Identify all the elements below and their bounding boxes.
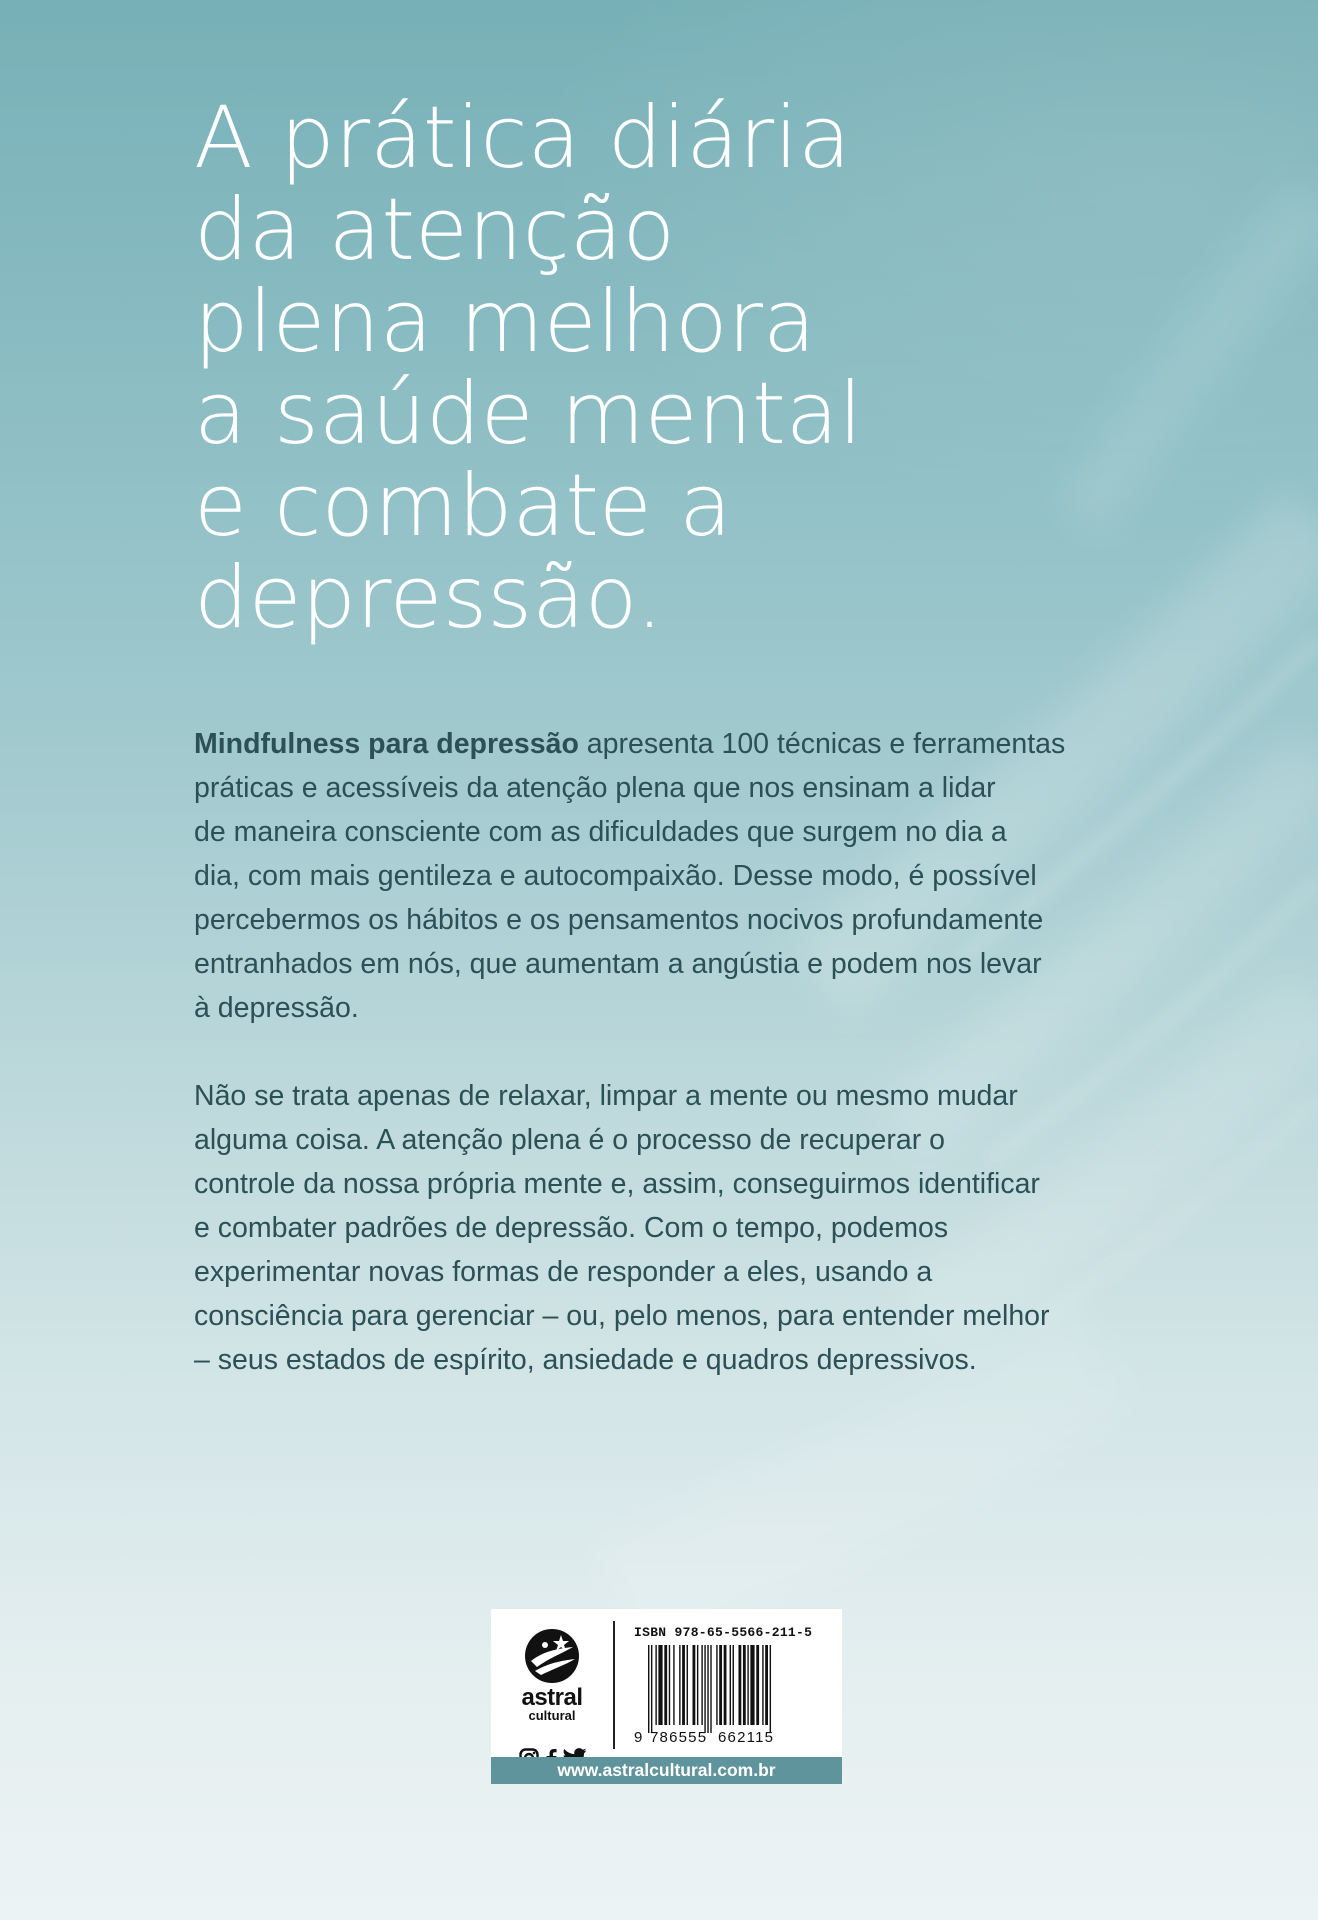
paragraph-line-text: apresenta 100 técnicas e ferramentas <box>578 728 1066 760</box>
barcode-bar <box>716 1645 717 1725</box>
publisher-sub: cultural <box>528 1708 576 1723</box>
book-title: Mindfulness para depressão <box>194 728 579 760</box>
paragraph-line: de maneira consciente com as dificuldades que surgem no dia a <box>194 816 1007 848</box>
barcode-bar <box>664 1645 667 1725</box>
paragraph-line: dia, com mais gentileza e autocompaixão. Desse modo, é possível <box>194 860 1037 892</box>
barcode-bar <box>733 1645 734 1725</box>
barcode-bar <box>669 1645 670 1725</box>
barcode-bar <box>770 1645 771 1733</box>
barcode-bar <box>655 1645 656 1725</box>
paragraph-line: alguma coisa. A atenção plena é o processo de recuperar o <box>194 1124 945 1156</box>
barcode-bar <box>747 1645 748 1725</box>
barcode-bar <box>693 1645 696 1725</box>
headline-line: plena melhora <box>194 272 816 372</box>
paragraph-line: controle da nossa própria mente e, assim, conseguirmos identificar <box>194 1168 1040 1200</box>
barcode-bar <box>701 1645 702 1725</box>
barcode-bar <box>762 1645 763 1725</box>
astral-emblem-icon <box>523 1627 581 1685</box>
barcode-bar <box>682 1645 685 1725</box>
barcode-bar <box>710 1645 711 1733</box>
barcode-bar <box>724 1645 727 1725</box>
barcode-bar <box>719 1645 722 1725</box>
barcode-bar <box>673 1645 674 1725</box>
barcode-lead-digit: 9 <box>634 1729 644 1746</box>
barcode-digits <box>634 1729 834 1746</box>
barcode-bar <box>651 1645 652 1733</box>
panel-divider <box>613 1621 615 1749</box>
website-link[interactable]: www.astralcultural.com.br <box>491 1757 842 1784</box>
barcode-right-group: 662115 <box>718 1729 775 1746</box>
paragraph-line <box>194 722 1134 766</box>
isbn-label: ISBN 978-65-5566-211-5 <box>634 1625 813 1640</box>
headline-line: e combate a <box>194 456 732 556</box>
headline-line: a saúde mental <box>194 364 863 464</box>
description-paragraph-1 <box>194 722 1134 1030</box>
paragraph-line: Não se trata apenas de relaxar, limpar a mente ou mesmo mudar <box>194 1080 1018 1112</box>
paragraph-line: e combater padrões de depressão. Com o tempo, podemos <box>194 1212 949 1244</box>
barcode-bar <box>648 1645 649 1733</box>
headline-line: depressão. <box>194 548 664 648</box>
barcode-bar <box>756 1645 759 1725</box>
barcode-bar <box>658 1645 662 1725</box>
publisher-brand: astral <box>521 1684 583 1711</box>
barcode-bar <box>697 1645 698 1725</box>
barcode-bar <box>765 1645 768 1725</box>
barcode-bar <box>687 1645 688 1725</box>
description-paragraph-2 <box>194 1074 1134 1382</box>
barcode-bar <box>750 1645 754 1725</box>
paragraph-line: práticas e acessíveis da atenção plena que nos ensinam a lidar <box>194 772 996 804</box>
barcode-bar <box>707 1645 708 1733</box>
paragraph-line: – seus estados de espírito, ansiedade e quadros depressivos. <box>194 1344 977 1376</box>
paragraph-line: à depressão. <box>194 992 359 1024</box>
barcode-bar <box>730 1645 731 1725</box>
paragraph-line: percebermos os hábitos e os pensamentos nocivos profundamente <box>194 904 1044 936</box>
barcode-bar <box>704 1645 705 1733</box>
headline-line: A prática diária <box>194 88 851 188</box>
paragraph-line: entranhados em nós, que aumentam a angústia e podem nos levar <box>194 948 1042 980</box>
barcode-bar <box>679 1645 680 1725</box>
publisher-logo <box>491 1627 613 1723</box>
headline <box>194 88 1244 648</box>
paragraph-line: consciência para gerenciar – ou, pelo menos, para entender melhor <box>194 1300 1050 1332</box>
barcode-bar <box>743 1645 746 1725</box>
barcode <box>648 1645 826 1733</box>
paragraph-line: experimentar novas formas de responder a eles, usando a <box>194 1256 933 1288</box>
barcode-bar <box>738 1645 741 1725</box>
headline-line: da atenção <box>194 180 676 280</box>
barcode-left-group: 786555 <box>650 1729 708 1746</box>
